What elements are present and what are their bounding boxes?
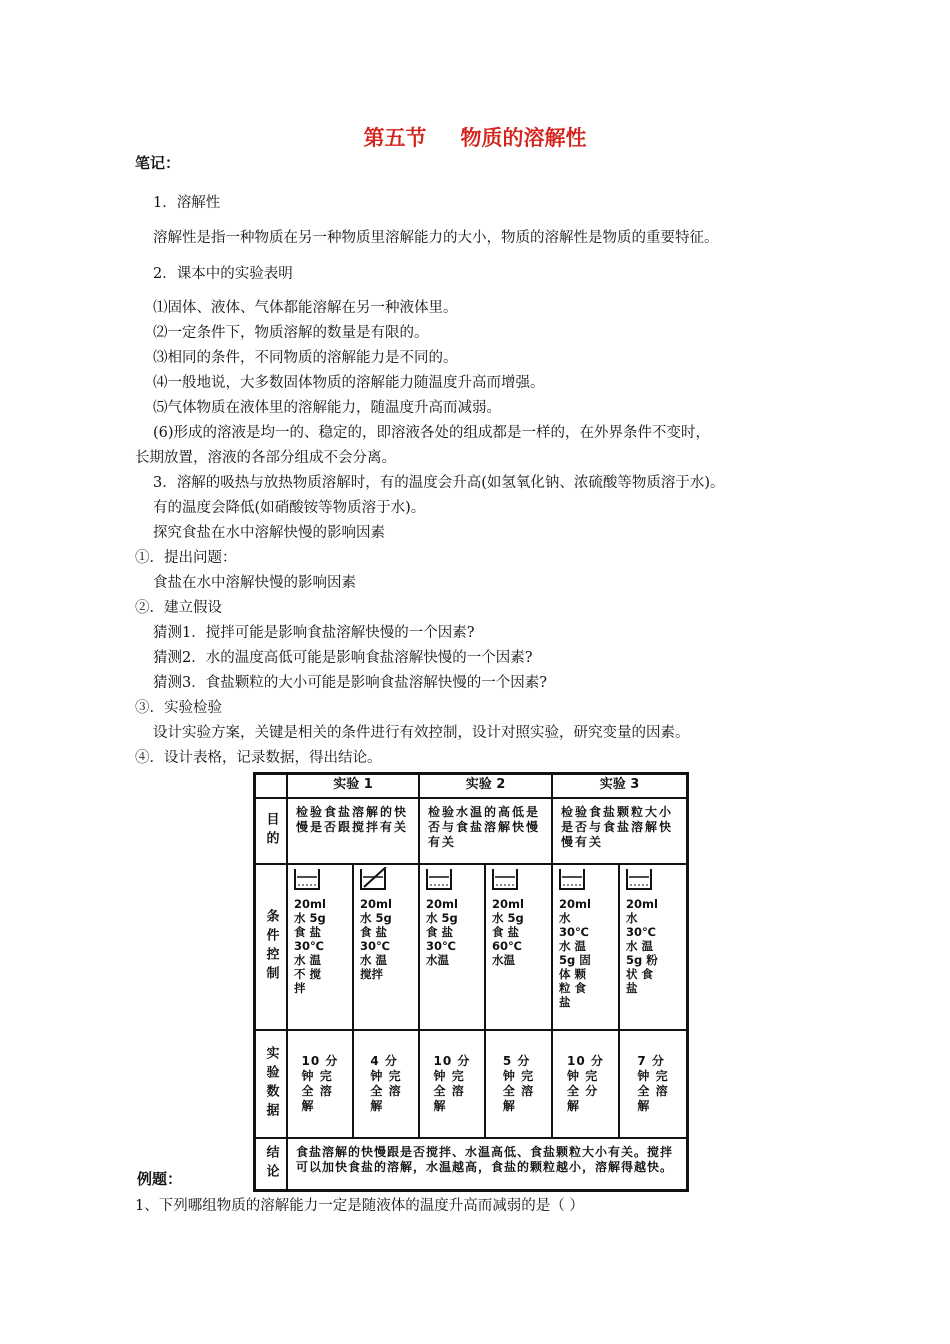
condition-text: 20ml 水 30℃ 水 温 5g 固 体 颗 粒 食 盐 <box>559 897 591 1009</box>
experiment-table <box>253 772 689 1192</box>
condition-text: 20ml 水 30℃ 水 温 5g 粉 状 食 盐 <box>626 897 658 995</box>
list-item-continued: 长期放置，溶液的各部分组成不会分离。 <box>135 450 396 466</box>
condition-cell <box>486 865 553 1031</box>
beaker-icon <box>624 867 654 891</box>
step-2: ②．建立假设 <box>135 600 222 616</box>
list-item: ⑷一般地说，大多数固体物质的溶解能力随温度升高而增强。 <box>153 375 545 391</box>
list-item: ⑵一定条件下，物质溶解的数量是有限的。 <box>153 325 429 341</box>
purpose-exp3: 检验食盐颗粒大小是否与食盐溶解快慢有关 <box>553 799 686 865</box>
data-cell: 4 分 钟 完 全 溶 解 <box>354 1031 420 1139</box>
row-label-conclusion: 结论 <box>256 1139 288 1189</box>
step-3-text: 设计实验方案，关键是相关的条件进行有效控制，设计对照实验，研究变量的因素。 <box>153 725 690 741</box>
header-exp1: 实验 1 <box>288 775 420 799</box>
data-cell: 5 分 钟 完 全 溶 解 <box>486 1031 553 1139</box>
condition-text: 20ml 水 5g 食 盐 60℃ 水温 <box>492 897 524 967</box>
paragraph-heat: 3．溶解的吸热与放热物质溶解时，有的温度会升高(如氢氧化钠、浓硫酸等物质溶于水)。 <box>153 475 725 491</box>
list-item: ⑴固体、液体、气体都能溶解在另一种液体里。 <box>153 300 458 316</box>
condition-cell <box>420 865 486 1031</box>
data-cell: 10 分 钟 完 全 溶 解 <box>420 1031 486 1139</box>
paragraph-heat-continued: 有的温度会降低(如硝酸铵等物质溶于水)。 <box>153 500 426 516</box>
heading-solubility: 1．溶解性 <box>153 195 221 211</box>
hypothesis-3: 猜测3．食盐颗粒的大小可能是影响食盐溶解快慢的一个因素? <box>153 675 547 691</box>
step-1-text: 食盐在水中溶解快慢的影响因素 <box>153 575 356 591</box>
step-1: ①．提出问题： <box>135 550 237 566</box>
condition-cell <box>620 865 686 1031</box>
condition-text: 20ml 水 5g 食 盐 30℃ 水 温 不 搅 拌 <box>294 897 326 995</box>
step-3: ③．实验检验 <box>135 700 222 716</box>
condition-text: 20ml 水 5g 食 盐 30℃ 水温 <box>426 897 458 967</box>
list-item: ⑶相同的条件，不同物质的溶解能力是不同的。 <box>153 350 458 366</box>
page-title: 第五节 物质的溶解性 <box>363 126 587 150</box>
condition-cell <box>288 865 354 1031</box>
header-exp2: 实验 2 <box>420 775 553 799</box>
conclusion-text: 食盐溶解的快慢跟是否搅拌、水温高低、食盐颗粒大小有关。搅拌可以加快食盐的溶解，水温越高，食盐的颗粒越小，溶解得越快。 <box>296 1145 674 1174</box>
data-cell: 7 分 钟 完 全 溶 解 <box>620 1031 686 1139</box>
notes-label: 笔记： <box>135 154 181 172</box>
header-exp3: 实验 3 <box>553 775 686 799</box>
row-label-purpose: 目的 <box>256 799 288 865</box>
purpose-exp2: 检验水温的高低是否与食盐溶解快慢有关 <box>420 799 553 865</box>
purpose-exp1: 检验食盐溶解的快慢是否跟搅拌有关 <box>288 799 420 865</box>
condition-text: 20ml 水 5g 食 盐 30℃ 水 温 搅拌 <box>360 897 392 981</box>
condition-cell <box>553 865 620 1031</box>
hypothesis-2: 猜测2．水的温度高低可能是影响食盐溶解快慢的一个因素? <box>153 650 533 666</box>
data-cell: 10 分 钟 完 全 溶 解 <box>288 1031 354 1139</box>
list-item: (6)形成的溶液是均一的、稳定的，即溶液各处的组成都是一样的，在外界条件不变时， <box>153 425 711 441</box>
table-corner <box>256 775 288 799</box>
beaker-icon <box>424 867 454 891</box>
beaker-with-stirrer-icon <box>358 867 388 891</box>
row-label-condition: 条件控制 <box>256 865 288 1031</box>
example-label: 例题： <box>137 1170 183 1188</box>
beaker-icon <box>292 867 322 891</box>
list-item: ⑸气体物质在液体里的溶解能力，随温度升高而减弱。 <box>153 400 501 416</box>
data-cell: 10 分 钟 完 全 分 解 <box>553 1031 620 1139</box>
condition-cell <box>354 865 420 1031</box>
heading-experiments: 2．课本中的实验表明 <box>153 266 293 282</box>
hypothesis-1: 猜测1．搅拌可能是影响食盐溶解快慢的一个因素? <box>153 625 475 641</box>
question-1: 1、下列哪组物质的溶解能力一定是随液体的温度升高而减弱的是（ ） <box>135 1198 584 1214</box>
inquiry-heading: 探究食盐在水中溶解快慢的影响因素 <box>153 525 385 541</box>
beaker-icon <box>557 867 587 891</box>
step-4: ④．设计表格，记录数据，得出结论。 <box>135 750 382 766</box>
row-label-data: 实验数据 <box>256 1031 288 1139</box>
beaker-icon <box>490 867 520 891</box>
paragraph-definition: 溶解性是指一种物质在另一种物质里溶解能力的大小，物质的溶解性是物质的重要特征。 <box>153 230 719 246</box>
